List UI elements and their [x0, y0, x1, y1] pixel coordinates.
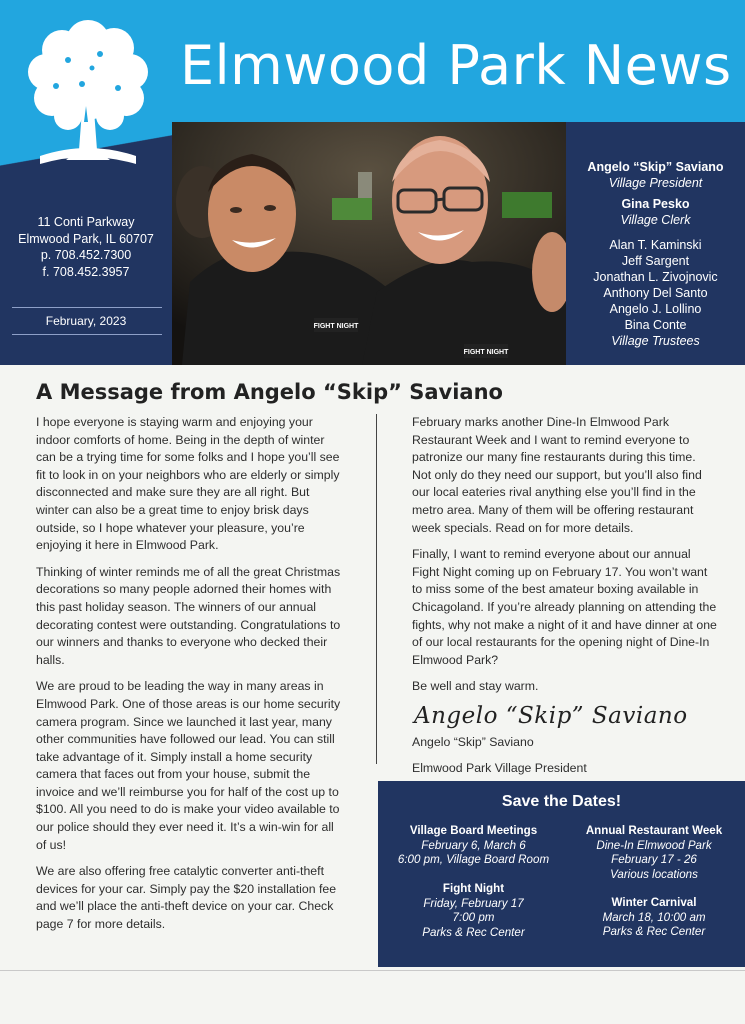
village-address	[0, 214, 172, 280]
president-block	[566, 159, 745, 191]
article-paragraph: We are proud to be leading the way in many areas in Elmwood Park. One of those areas is our home security camera program. Since we launched it last year, many other communities have followed our lead. You can still take advantage of it. Simply install a home security camera that faces out from your house, submit the invoice and we’ll reimburse you for half of the cost up to $100. All you need to do is make your video available to our police should they ever need it. It’s a win-win for all of us!	[36, 679, 341, 852]
event-detail: 6:00 pm, Village Board Room	[397, 853, 550, 866]
event-name: Village Board Meetings	[409, 824, 538, 837]
save-the-dates-box	[378, 781, 745, 967]
officials-panel	[566, 122, 745, 365]
article-column-right	[412, 414, 717, 787]
clerk-name: Gina Pesko	[621, 197, 690, 211]
date-divider-top	[12, 307, 162, 308]
trustee-name: Angelo J. Lollino	[609, 302, 702, 316]
newsletter-title: Elmwood Park News	[180, 34, 732, 97]
event-village-board-meetings	[396, 824, 551, 868]
article-paragraph: We are also offering free catalytic converter anti-theft devices for your car. Simply pay the $20 installation fee and we’ll place the anti-theft device on your car. Check page 7 for more details.	[36, 864, 337, 932]
event-restaurant-week	[570, 824, 738, 882]
event-detail: February 17 - 26	[611, 853, 697, 866]
article-paragraph: I hope everyone is staying warm and enjoying your indoor comforts of home. Being in the depth of winter can be a trying time for some folks and I hope you’ll see fit to look in on your neighbors who are elderly or simply disconnected and make sure they are all right. But winter can also be a great time to enjoy brisk days outside, so I hope whatever your pleasure, you’re enjoying it here in Elmwood Park.	[36, 415, 340, 553]
event-detail: Dine-In Elmwood Park	[596, 838, 712, 852]
event-detail: Friday, February 17	[423, 896, 524, 910]
trustee-name: Bina Conte	[624, 318, 687, 332]
tree-logo-icon	[22, 10, 154, 170]
event-name: Annual Restaurant Week	[585, 824, 723, 837]
president-role: Village President	[608, 176, 703, 190]
address-fax: f. 708.452.3957	[42, 264, 130, 279]
event-name: Fight Night	[442, 882, 505, 895]
event-winter-carnival	[570, 896, 738, 940]
article-column-left	[36, 414, 342, 943]
trustees-role: Village Trustees	[611, 334, 700, 348]
trustee-name: Anthony Del Santo	[603, 286, 708, 300]
article-headline: A Message from Angelo “Skip” Saviano	[36, 380, 503, 404]
clerk-block	[566, 196, 745, 228]
trustee-name: Alan T. Kaminski	[609, 238, 702, 252]
article-paragraph: Thinking of winter reminds me of all the great Christmas decorations so many people adorned their homes with this past holiday season. The winners of our annual decorating contest were outstanding. Congratulations to our winners and thanks to everyone who decked their halls.	[36, 564, 341, 667]
event-detail: 7:00 pm	[452, 911, 495, 924]
article-paragraph: Be well and stay warm.	[412, 679, 539, 694]
trustee-name: Jonathan L. Zivojnovic	[593, 270, 718, 284]
event-detail: February 6, March 6	[421, 838, 526, 852]
column-divider	[376, 414, 377, 764]
event-detail: March 18, 10:00 am	[602, 910, 706, 924]
address-phone: p. 708.452.7300	[40, 248, 132, 262]
event-detail: Parks & Rec Center	[422, 925, 525, 939]
event-detail: Parks & Rec Center	[602, 925, 706, 938]
trustees-block	[566, 237, 745, 349]
trustee-name: Jeff Sargent	[621, 254, 690, 268]
date-divider-bottom	[12, 334, 162, 335]
address-city: Elmwood Park, IL 60707	[18, 231, 154, 246]
handwritten-signature: Angelo “Skip” Saviano	[414, 702, 688, 729]
article-paragraph: Finally, I want to remind everyone about our annual Fight Night coming up on February 17. You won’t want to miss some of the best amateur boxing available in Chicagoland. If you’re already planning on attending the fights, why not make a night of it and have dinner at one of our local restaurants for the opening night of Dine-In Elmwood Park?	[412, 547, 717, 667]
signoff-title: Elmwood Park Village President	[412, 761, 587, 776]
shirt-logo-left: FIGHT NIGHT	[313, 323, 359, 330]
event-fight-night	[396, 882, 551, 940]
clerk-role: Village Clerk	[620, 213, 691, 227]
article-paragraph: February marks another Dine-In Elmwood Park Restaurant Week and I want to remind everyone to patronize our many fine restaurants during this time. Not only do they need our support, but you’ll also find our local eateries rival anything else you’ll find in the metro area. Many of them will be offering restaurant week specials. Read on for more details.	[412, 415, 702, 535]
page-bottom-rule	[0, 970, 745, 971]
issue-date: February, 2023	[45, 314, 127, 328]
event-detail: Various locations	[610, 867, 698, 881]
address-street: 11 Conti Parkway	[37, 215, 135, 229]
save-the-dates-title: Save the Dates!	[501, 793, 622, 810]
president-name: Angelo “Skip” Saviano	[587, 160, 724, 174]
shirt-logo-right: FIGHT NIGHT	[463, 349, 509, 356]
officials-photo	[172, 122, 566, 365]
signoff-name: Angelo “Skip” Saviano	[412, 734, 534, 749]
event-name: Winter Carnival	[611, 896, 697, 909]
